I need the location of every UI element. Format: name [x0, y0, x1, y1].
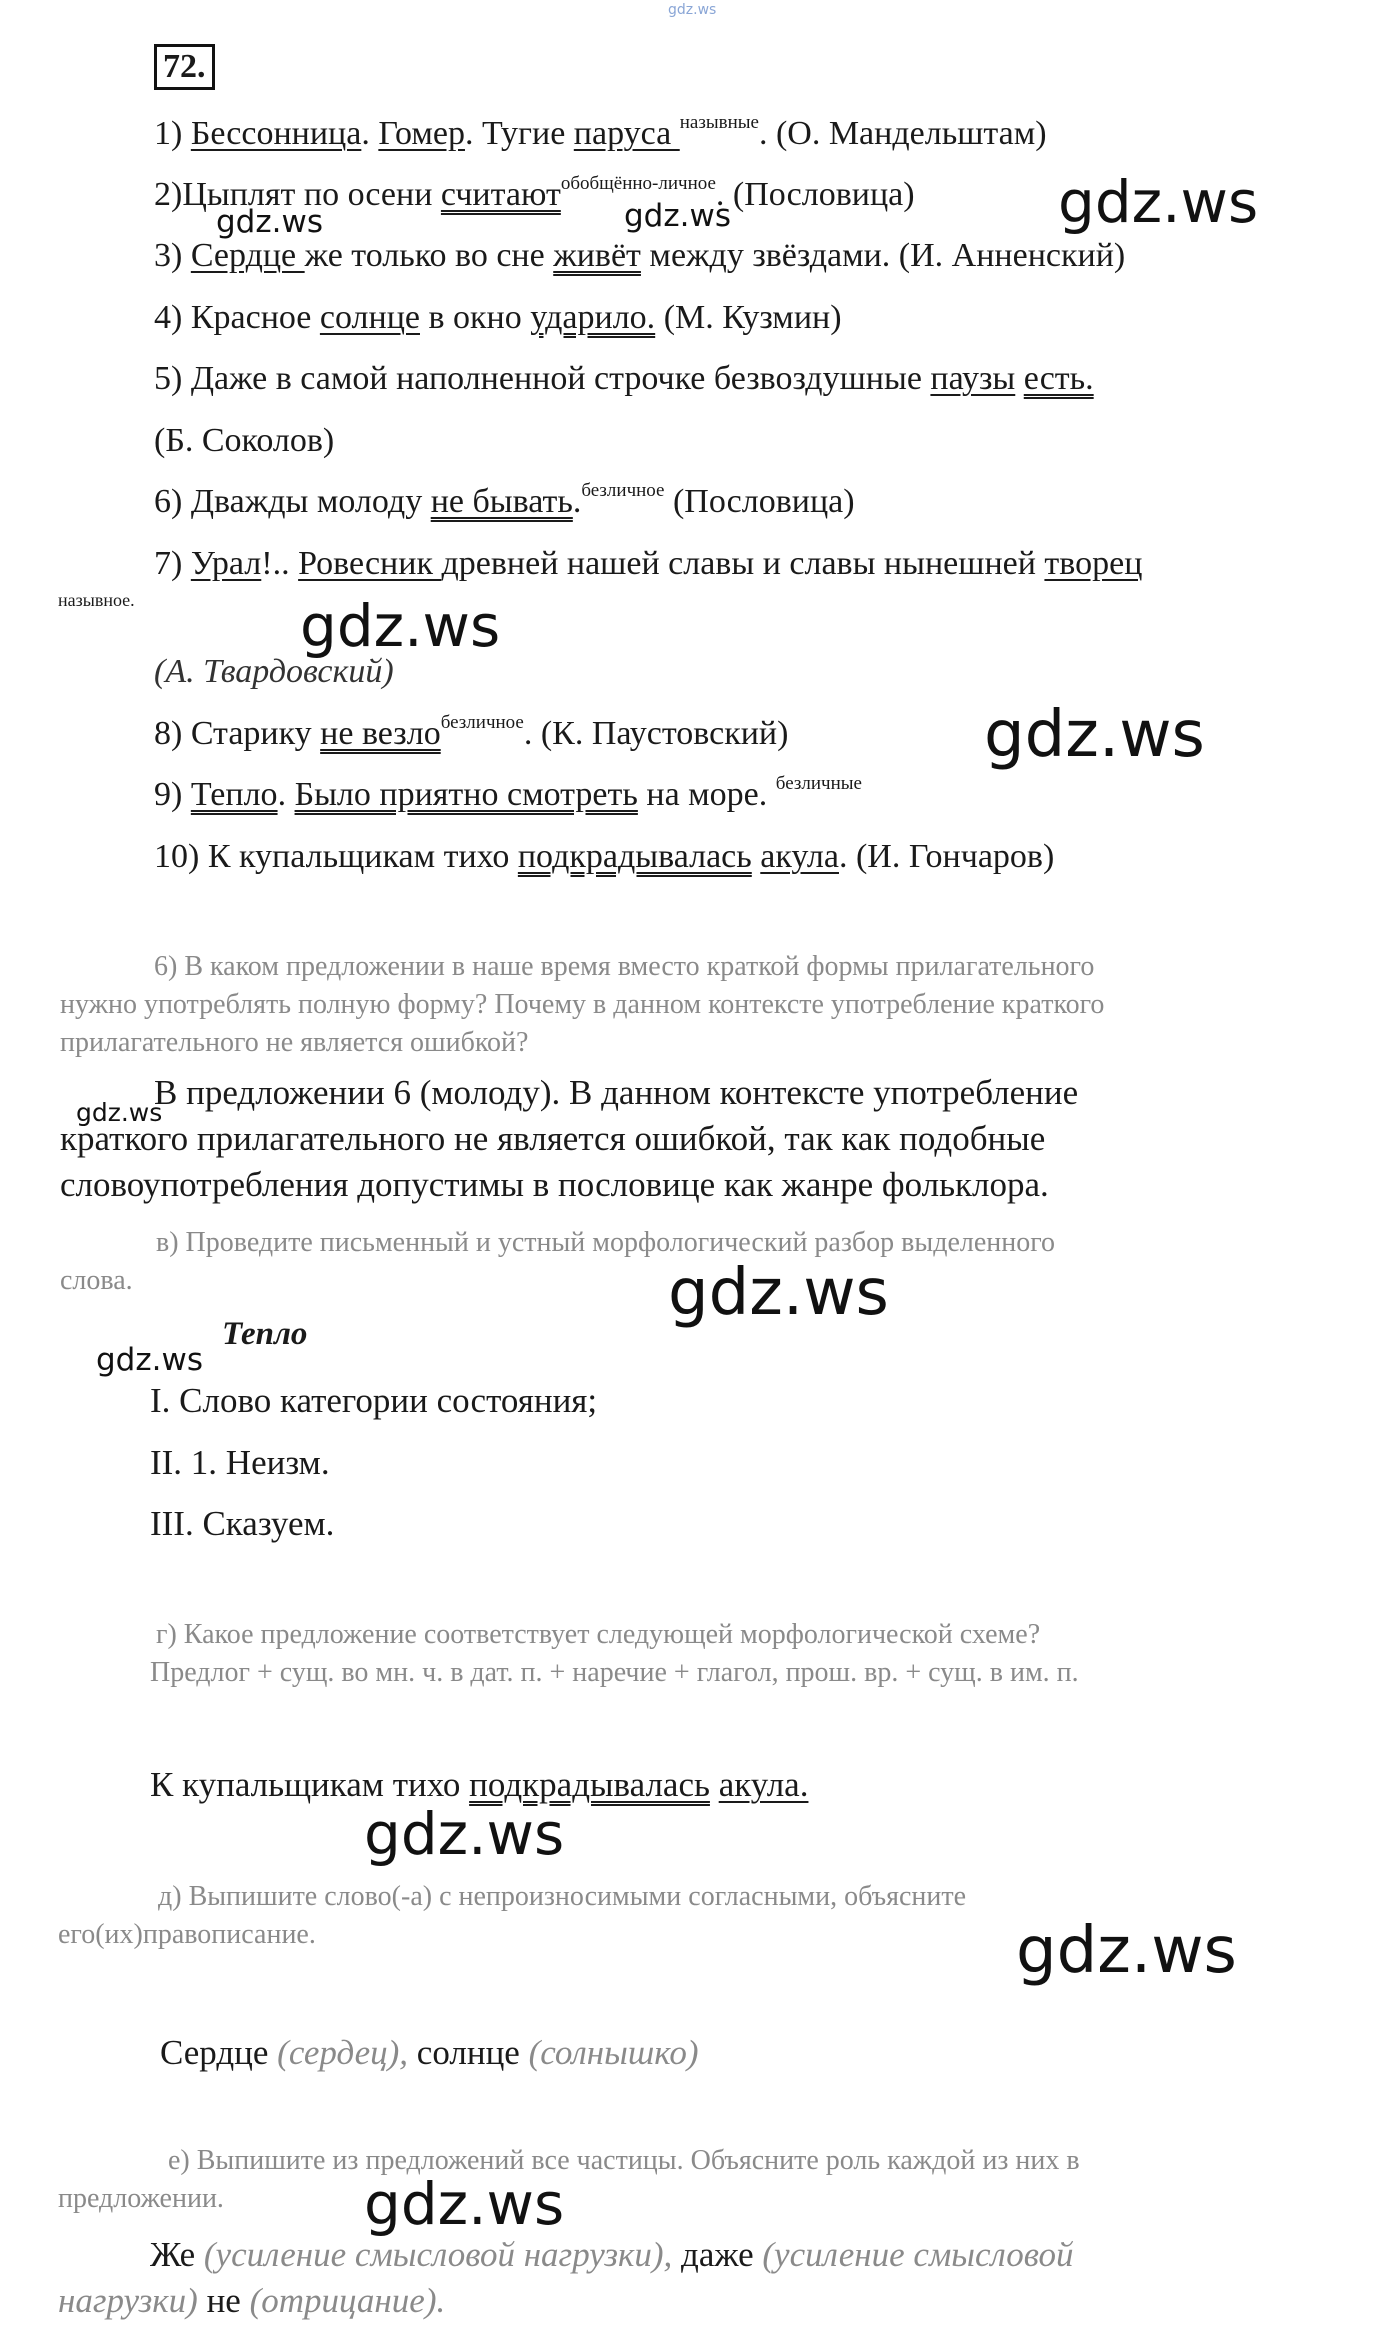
question-e-line-2: предложении. — [58, 2183, 224, 2214]
sentence-9: 9) Тепло. Было приятно смотреть на море. $^{безличные}$ — [154, 773, 862, 813]
sentence-7-type: назывное. — [58, 590, 135, 610]
answer-e-line-2: нагрузки) не (отрицание). — [58, 2281, 446, 2320]
task-number: 72. — [154, 44, 215, 90]
sentence-10: 10) К купальщикам тихо подкрадывалась акула. (И. Гончаров) — [154, 838, 1055, 875]
watermark: gdz.ws — [96, 1342, 203, 1378]
watermark: gdz.ws — [1016, 1914, 1237, 1988]
top-watermark: gdz.ws — [668, 2, 717, 18]
question-b-line-3: прилагательного не является ошибкой? — [60, 1027, 529, 1058]
answer-b-line-1: В предложении 6 (молоду). В данном контексте употребление — [154, 1073, 1079, 1112]
question-e-line-1: е) Выпишите из предложений все частицы. Объясните роль каждой из них в — [168, 2145, 1080, 2176]
watermark: gdz.ws — [76, 1098, 163, 1127]
watermark: gdz.ws — [1058, 168, 1259, 236]
sentence-6: 6) Дважды молоду не бывать.$^{безличное}$ (Пословица) — [154, 480, 855, 520]
answer-e-line-1: Же (усиление смысловой нагрузки), даже (усиление смысловой — [150, 2235, 1074, 2274]
sentence-2: 2)Цыплят по осени считают$^{обобщённо-личное}$. (Пословица) — [154, 173, 915, 213]
watermark: gdz.ws — [364, 1800, 565, 1868]
answer-b-line-3: словоупотребления допустимы в пословице как жанре фольклора. — [60, 1165, 1049, 1204]
question-b-line-1: 6) В каком предложении в наше время вместо краткой формы прилагательного — [154, 951, 1095, 982]
question-v-line-1: в) Проведите письменный и устный морфологический разбор выделенного — [156, 1227, 1056, 1258]
answer-g: К купальщикам тихо подкрадывалась акула. — [150, 1765, 809, 1804]
parse-item-2: II. 1. Неизм. — [150, 1443, 330, 1482]
parse-item-3: III. Сказуем. — [150, 1504, 335, 1543]
question-g-line-2: Предлог + сущ. во мн. ч. в дат. п. + наречие + глагол, прош. вр. + сущ. в им. п. — [150, 1657, 1079, 1688]
watermark: gdz.ws — [984, 698, 1205, 772]
watermark: gdz.ws — [364, 2170, 565, 2238]
parse-word: Тепло — [222, 1316, 308, 1352]
sentence-5: 5) Даже в самой наполненной строчке безвоздушные паузы есть. — [154, 360, 1094, 397]
sentence-7: 7) Урал!.. Ровесник древней нашей славы и славы нынешней творец — [154, 545, 1143, 582]
question-d-line-1: д) Выпишите слово(-а) с непроизносимыми согласными, объясните — [158, 1881, 967, 1912]
sentence-5-source: (Б. Соколов) — [154, 422, 335, 459]
watermark: gdz.ws — [668, 1256, 889, 1330]
sentence-1: 1) Бессонница. Гомер. Тугие паруса $^{назывные}$. (О. Мандельштам) — [154, 112, 1047, 152]
answer-d: Сердце (сердец), солнце (солнышко) — [160, 2033, 699, 2072]
sentence-8: 8) Старику не везло$^{безличное}$. (К. Паустовский) — [154, 712, 789, 752]
watermark: gdz.ws — [300, 592, 501, 660]
question-g-line-1: г) Какое предложение соответствует следующей морфологической схеме? — [156, 1619, 1041, 1650]
sentence-7-source: (А. Твардовский) — [154, 653, 394, 690]
sentence-3: 3) Сердце же только во сне живёт между звёздами. (И. Анненский) — [154, 237, 1126, 274]
parse-item-1: I. Слово категории состояния; — [150, 1381, 598, 1420]
question-d-line-2: его(их)правописание. — [58, 1919, 316, 1950]
question-v-line-2: слова. — [60, 1265, 133, 1296]
question-b-line-2: нужно употреблять полную форму? Почему в данном контексте употребление краткого — [60, 989, 1105, 1020]
answer-b-line-2: краткого прилагательного не является ошибкой, так как подобные — [60, 1119, 1046, 1158]
sentence-4: 4) Красное солнце в окно ударило. (М. Кузмин) — [154, 299, 842, 336]
watermark: gdz.ws — [216, 204, 323, 240]
watermark: gdz.ws — [624, 198, 731, 234]
